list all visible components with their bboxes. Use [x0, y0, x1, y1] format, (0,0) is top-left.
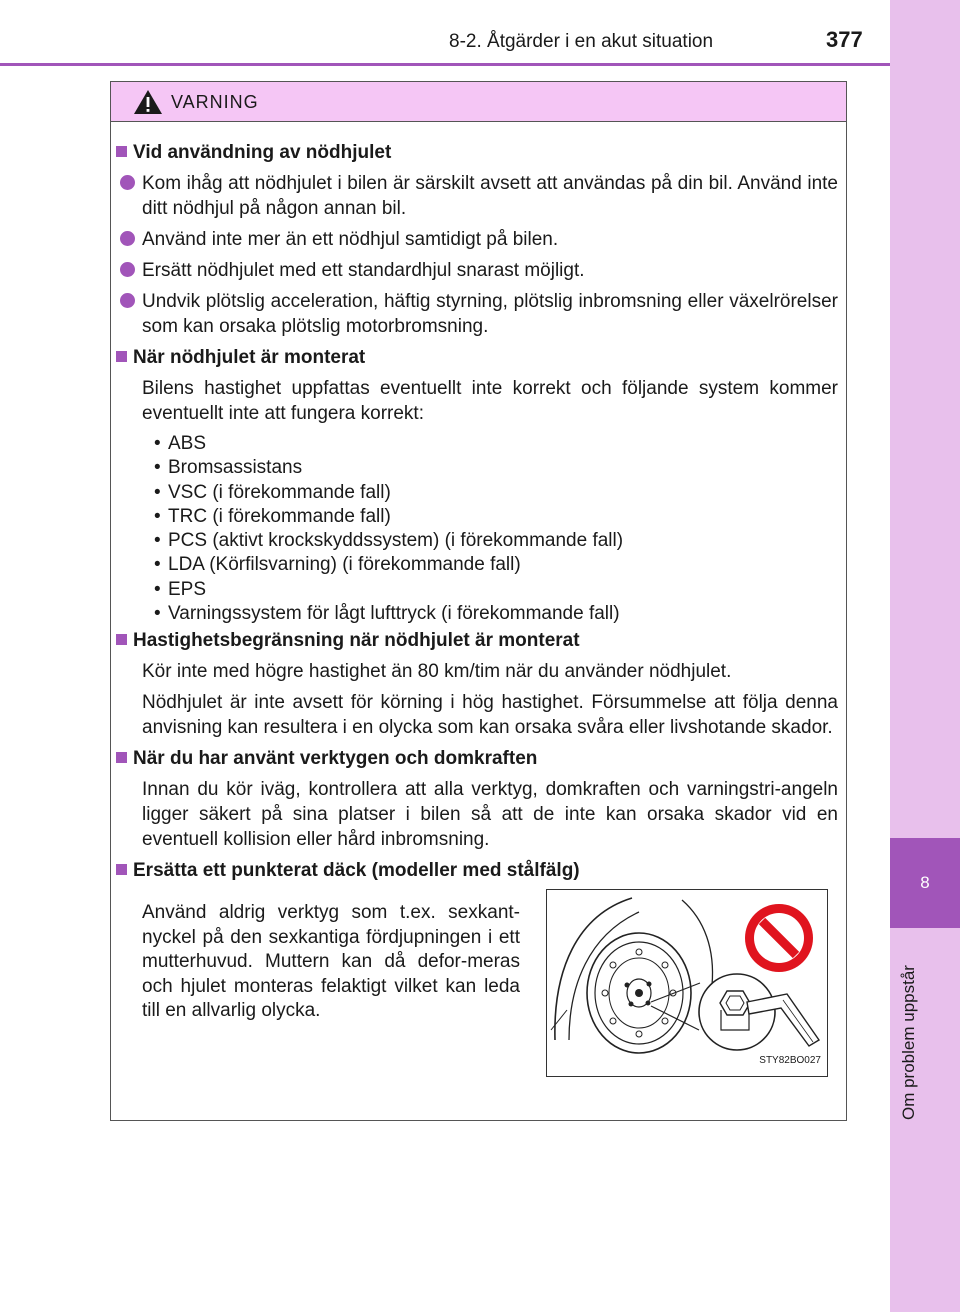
header-section-title: 8-2. Åtgärder i en akut situation	[449, 31, 714, 52]
paragraph: Innan du kör iväg, kontrollera att alla verktyg, domkraften och varningstri-angeln ligger säkert på sina platser i bilen så att de inte kan orsaka skador vid en eventuell kollision eller hård inbromsning.	[142, 779, 838, 851]
bullet-item: Använd inte mer än ett nödhjul samtidigt på bilen.	[116, 227, 838, 252]
bullet-item: Undvik plötslig acceleration, häftig styrning, plötslig inbromsning eller växelrörelser som kan orsaka plötslig motorbromsning.	[116, 289, 838, 339]
section-replace-flat-tire	[116, 858, 838, 1109]
section-speed-limit	[116, 628, 838, 740]
section-heading: Vid användning av nödhjulet	[116, 140, 838, 165]
round-bullet-icon	[120, 293, 135, 308]
list-item: • ABS	[154, 432, 838, 456]
warning-title: VARNING	[171, 92, 259, 112]
chapter-number: 8	[890, 838, 960, 928]
final-row	[116, 889, 838, 1109]
square-bullet-icon	[116, 634, 127, 645]
round-bullet-icon	[120, 231, 135, 246]
list-item: • VSC (i förekommande fall)	[154, 481, 838, 505]
warning-header	[111, 82, 846, 122]
section-spare-wheel-mounted	[116, 345, 838, 626]
hex-wrench-prohibited-illustration	[546, 889, 828, 1077]
list-item: • Varningssystem för lågt lufttryck (i förekommande fall)	[154, 602, 838, 626]
square-bullet-icon	[116, 752, 127, 763]
section-heading: När nödhjulet är monterat	[116, 345, 838, 370]
square-bullet-icon	[116, 864, 127, 875]
warning-content	[111, 122, 846, 1109]
bullet-item: Ersätt nödhjulet med ett standardhjul snarast möjligt.	[116, 258, 838, 283]
section-heading: Ersätta ett punkterat däck (modeller med stålfälg)	[116, 858, 838, 883]
section-heading: När du har använt verktygen och domkraften	[116, 746, 838, 771]
list-item: • TRC (i förekommande fall)	[154, 505, 838, 529]
list-item: • PCS (aktivt krockskyddssystem) (i förekommande fall)	[154, 529, 838, 553]
section-heading: Hastighetsbegränsning när nödhjulet är monterat	[116, 628, 838, 653]
header-rule	[0, 63, 890, 66]
list-item: • Bromsassistans	[154, 456, 838, 480]
section-spare-wheel-use	[116, 140, 838, 339]
list-item: • EPS	[154, 578, 838, 602]
paragraph: Nödhjulet är inte avsett för körning i hög hastighet. Försummelse att följa denna anvisning kan resultera i en olycka som kan orsaka svåra eller livshotande skador.	[142, 692, 838, 739]
paragraph: Använd aldrig verktyg som t.ex. sexkant-nyckel på den sexkantiga fördjupningen i ett mutterhuvud. Muttern kan då defor-meras och hjulet monteras felaktigt vilket kan leda till en allvarlig olycka.	[142, 902, 520, 1022]
illustration-code: STY82BO027	[759, 1055, 821, 1067]
page-number: 377	[826, 27, 863, 52]
system-list	[116, 432, 838, 626]
bullet-item: Kom ihåg att nödhjulet i bilen är särskilt avsett att användas på din bil. Använd inte ditt nödhjul på någon annan bil.	[116, 171, 838, 221]
round-bullet-icon	[120, 175, 135, 190]
warning-box	[110, 81, 847, 1121]
section-tools-and-jack	[116, 746, 838, 852]
list-item: • LDA (Körfilsvarning) (i förekommande fall)	[154, 553, 838, 577]
square-bullet-icon	[116, 146, 127, 157]
warning-triangle-icon	[133, 89, 163, 115]
paragraph: Kör inte med högre hastighet än 80 km/tim när du använder nödhjulet.	[142, 661, 732, 683]
round-bullet-icon	[120, 262, 135, 277]
square-bullet-icon	[116, 351, 127, 362]
paragraph: Bilens hastighet uppfattas eventuellt inte korrekt och följande system kommer eventuellt inte att fungera korrekt:	[142, 378, 838, 424]
